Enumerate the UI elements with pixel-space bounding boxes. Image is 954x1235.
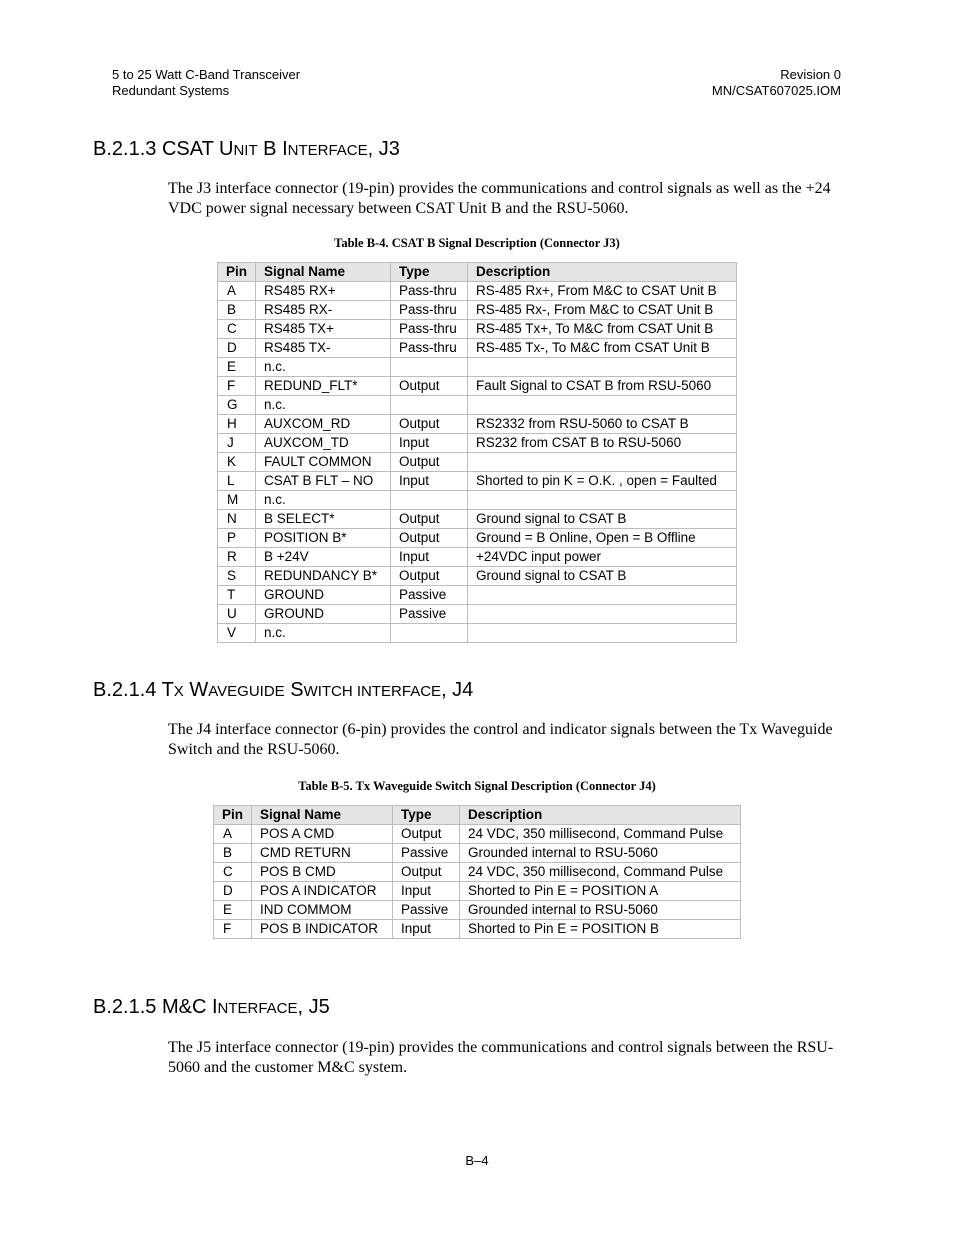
- table-row: [218, 339, 737, 358]
- pin-cell: E: [214, 901, 252, 920]
- header-product-title: 5 to 25 Watt C-Band Transceiver: [112, 67, 301, 82]
- signal-name-cell: RS485 TX+: [256, 320, 391, 339]
- type-cell: Pass-thru: [391, 320, 468, 339]
- description-cell: Grounded internal to RSU-5060: [460, 844, 741, 863]
- table-row: [218, 282, 737, 301]
- pin-cell: A: [218, 282, 256, 301]
- description-cell: Shorted to pin K = O.K. , open = Faulted: [468, 472, 737, 491]
- pin-cell: F: [214, 920, 252, 939]
- type-cell: Output: [391, 415, 468, 434]
- table-row: [218, 529, 737, 548]
- header-subtitle: Redundant Systems: [112, 83, 230, 98]
- description-cell: RS232 from CSAT B to RSU-5060: [468, 434, 737, 453]
- table-row: [214, 863, 741, 882]
- table-row: [218, 358, 737, 377]
- pin-cell: C: [214, 863, 252, 882]
- section-heading-j3: [93, 137, 400, 163]
- section-body-j3: The J3 interface connector (19-pin) provides the communications and control signals as well as the +24 VDC power signal necessary between CSAT Unit B and the RSU-5060.: [168, 180, 831, 217]
- table-row: [218, 624, 737, 643]
- description-cell: Fault Signal to CSAT B from RSU-5060: [468, 377, 737, 396]
- description-cell: Shorted to Pin E = POSITION A: [460, 882, 741, 901]
- pin-cell: D: [214, 882, 252, 901]
- pin-cell: L: [218, 472, 256, 491]
- column-header-type: Type: [393, 806, 460, 825]
- table-row: [218, 453, 737, 472]
- signal-name-cell: n.c.: [256, 358, 391, 377]
- signal-name-cell: GROUND: [256, 586, 391, 605]
- section-number: B.2.1.5: [93, 996, 162, 1018]
- table-row: [214, 844, 741, 863]
- section-title-part: M&C I: [161, 996, 218, 1018]
- pin-cell: D: [218, 339, 256, 358]
- type-cell: Output: [393, 825, 460, 844]
- signal-name-cell: POS A CMD: [252, 825, 393, 844]
- page-number: B–4: [465, 1153, 489, 1168]
- running-header-right: [712, 67, 841, 99]
- section-title-part: NIT: [233, 142, 258, 159]
- section-title-part: NTERFACE: [287, 142, 368, 159]
- pin-cell: E: [218, 358, 256, 377]
- type-cell: Input: [393, 920, 460, 939]
- signal-table-b4: [217, 262, 737, 643]
- description-cell: Ground signal to CSAT B: [468, 567, 737, 586]
- table-row: [218, 301, 737, 320]
- signal-name-cell: REDUNDANCY B*: [256, 567, 391, 586]
- table-row: [214, 901, 741, 920]
- section-heading-j4: [93, 678, 473, 704]
- pin-cell: J: [218, 434, 256, 453]
- section-title-part: NTERFACE: [217, 1000, 298, 1017]
- type-cell: Output: [391, 529, 468, 548]
- type-cell: [391, 491, 468, 510]
- pin-cell: V: [218, 624, 256, 643]
- description-cell: 24 VDC, 350 millisecond, Command Pulse: [460, 863, 741, 882]
- table-row: [218, 548, 737, 567]
- section-heading-j5: [93, 995, 330, 1021]
- type-cell: Input: [393, 882, 460, 901]
- table-row: [218, 605, 737, 624]
- type-cell: [391, 396, 468, 415]
- description-cell: 24 VDC, 350 millisecond, Command Pulse: [460, 825, 741, 844]
- column-header-signal-name: Signal Name: [252, 806, 393, 825]
- pin-cell: T: [218, 586, 256, 605]
- section-title-part: , J4: [441, 679, 474, 701]
- section-number: B.2.1.3: [93, 138, 162, 160]
- table-row: [218, 396, 737, 415]
- section-title-part: T: [161, 679, 174, 701]
- table-header-row: [218, 263, 737, 282]
- table-row: [218, 434, 737, 453]
- signal-name-cell: RS485 RX-: [256, 301, 391, 320]
- column-header-pin: Pin: [218, 263, 256, 282]
- pin-cell: N: [218, 510, 256, 529]
- type-cell: Input: [391, 472, 468, 491]
- table-row: [218, 567, 737, 586]
- signal-name-cell: FAULT COMMON: [256, 453, 391, 472]
- signal-name-cell: POS B CMD: [252, 863, 393, 882]
- pin-cell: S: [218, 567, 256, 586]
- type-cell: [391, 624, 468, 643]
- description-cell: [468, 605, 737, 624]
- type-cell: Pass-thru: [391, 301, 468, 320]
- type-cell: Input: [391, 434, 468, 453]
- description-cell: Ground signal to CSAT B: [468, 510, 737, 529]
- column-header-description: Description: [468, 263, 737, 282]
- section-body-j4: The J4 interface connector (6-pin) provides the control and indicator signals between the Tx Waveguide Switch and the RSU-5060.: [168, 721, 833, 758]
- signal-name-cell: AUXCOM_RD: [256, 415, 391, 434]
- table-row: [214, 825, 741, 844]
- header-doc-number: MN/CSAT607025.IOM: [711, 83, 841, 98]
- type-cell: [391, 358, 468, 377]
- signal-name-cell: POSITION B*: [256, 529, 391, 548]
- type-cell: Output: [391, 510, 468, 529]
- description-cell: RS-485 Tx-, To M&C from CSAT Unit B: [468, 339, 737, 358]
- column-header-signal-name: Signal Name: [256, 263, 391, 282]
- signal-name-cell: RS485 RX+: [256, 282, 391, 301]
- description-cell: [468, 396, 737, 415]
- column-header-description: Description: [460, 806, 741, 825]
- type-cell: Pass-thru: [391, 339, 468, 358]
- description-cell: Ground = B Online, Open = B Offline: [468, 529, 737, 548]
- description-cell: [468, 586, 737, 605]
- pin-cell: B: [214, 844, 252, 863]
- description-cell: +24VDC input power: [468, 548, 737, 567]
- type-cell: Passive: [393, 901, 460, 920]
- pin-cell: F: [218, 377, 256, 396]
- table-row: [218, 320, 737, 339]
- table-header-row: [214, 806, 741, 825]
- signal-name-cell: AUXCOM_TD: [256, 434, 391, 453]
- section-title-part: WITCH INTERFACE: [303, 683, 442, 700]
- signal-name-cell: B SELECT*: [256, 510, 391, 529]
- description-cell: RS-485 Rx-, From M&C to CSAT Unit B: [468, 301, 737, 320]
- signal-name-cell: CMD RETURN: [252, 844, 393, 863]
- type-cell: Passive: [391, 586, 468, 605]
- pin-cell: C: [218, 320, 256, 339]
- table-caption-b4: Table B-4. CSAT B Signal Description (Connector J3): [334, 236, 620, 250]
- signal-name-cell: n.c.: [256, 624, 391, 643]
- table-row: [218, 491, 737, 510]
- pin-cell: G: [218, 396, 256, 415]
- header-revision: Revision 0: [780, 67, 841, 82]
- section-body-j5: The J5 interface connector (19-pin) provides the communications and control signals between the RSU-5060 and the customer M&C system.: [168, 1039, 834, 1076]
- signal-name-cell: POS B INDICATOR: [252, 920, 393, 939]
- description-cell: Grounded internal to RSU-5060: [460, 901, 741, 920]
- table-row: [214, 920, 741, 939]
- column-header-type: Type: [391, 263, 468, 282]
- section-title-part: CSAT U: [161, 138, 234, 160]
- running-header-left: [112, 67, 300, 99]
- table-row: [218, 586, 737, 605]
- section-title-part: S: [284, 679, 304, 701]
- table-row: [218, 510, 737, 529]
- pin-cell: U: [218, 605, 256, 624]
- type-cell: Passive: [393, 844, 460, 863]
- signal-name-cell: n.c.: [256, 396, 391, 415]
- pin-cell: P: [218, 529, 256, 548]
- type-cell: Output: [391, 377, 468, 396]
- description-cell: RS-485 Rx+, From M&C to CSAT Unit B: [468, 282, 737, 301]
- section-title-part: , J5: [297, 996, 330, 1018]
- column-header-pin: Pin: [214, 806, 252, 825]
- description-cell: RS-485 Tx+, To M&C from CSAT Unit B: [468, 320, 737, 339]
- section-number: B.2.1.4: [93, 679, 162, 701]
- description-cell: [468, 491, 737, 510]
- signal-name-cell: POS A INDICATOR: [252, 882, 393, 901]
- pin-cell: B: [218, 301, 256, 320]
- pin-cell: M: [218, 491, 256, 510]
- signal-name-cell: REDUND_FLT*: [256, 377, 391, 396]
- pin-cell: A: [214, 825, 252, 844]
- description-cell: [468, 624, 737, 643]
- signal-name-cell: GROUND: [256, 605, 391, 624]
- signal-table-b5: [213, 805, 741, 939]
- type-cell: Output: [391, 453, 468, 472]
- section-title-part: AVEGUIDE: [208, 683, 285, 700]
- signal-name-cell: IND COMMOM: [252, 901, 393, 920]
- signal-name-cell: n.c.: [256, 491, 391, 510]
- pin-cell: R: [218, 548, 256, 567]
- type-cell: Input: [391, 548, 468, 567]
- pin-cell: H: [218, 415, 256, 434]
- type-cell: Passive: [391, 605, 468, 624]
- section-title-part: W: [183, 679, 209, 701]
- signal-name-cell: CSAT B FLT – NO: [256, 472, 391, 491]
- pin-cell: K: [218, 453, 256, 472]
- table-row: [218, 377, 737, 396]
- signal-name-cell: B +24V: [256, 548, 391, 567]
- type-cell: Pass-thru: [391, 282, 468, 301]
- description-cell: Shorted to Pin E = POSITION B: [460, 920, 741, 939]
- type-cell: Output: [391, 567, 468, 586]
- signal-name-cell: RS485 TX-: [256, 339, 391, 358]
- type-cell: Output: [393, 863, 460, 882]
- section-title-part: X: [173, 683, 184, 700]
- table-row: [218, 472, 737, 491]
- section-title-part: B I: [257, 138, 288, 160]
- table-row: [214, 882, 741, 901]
- section-title-part: , J3: [367, 138, 400, 160]
- table-caption-b5: Table B-5. Tx Waveguide Switch Signal Description (Connector J4): [298, 779, 656, 793]
- description-cell: [468, 453, 737, 472]
- description-cell: RS2332 from RSU-5060 to CSAT B: [468, 415, 737, 434]
- description-cell: [468, 358, 737, 377]
- table-row: [218, 415, 737, 434]
